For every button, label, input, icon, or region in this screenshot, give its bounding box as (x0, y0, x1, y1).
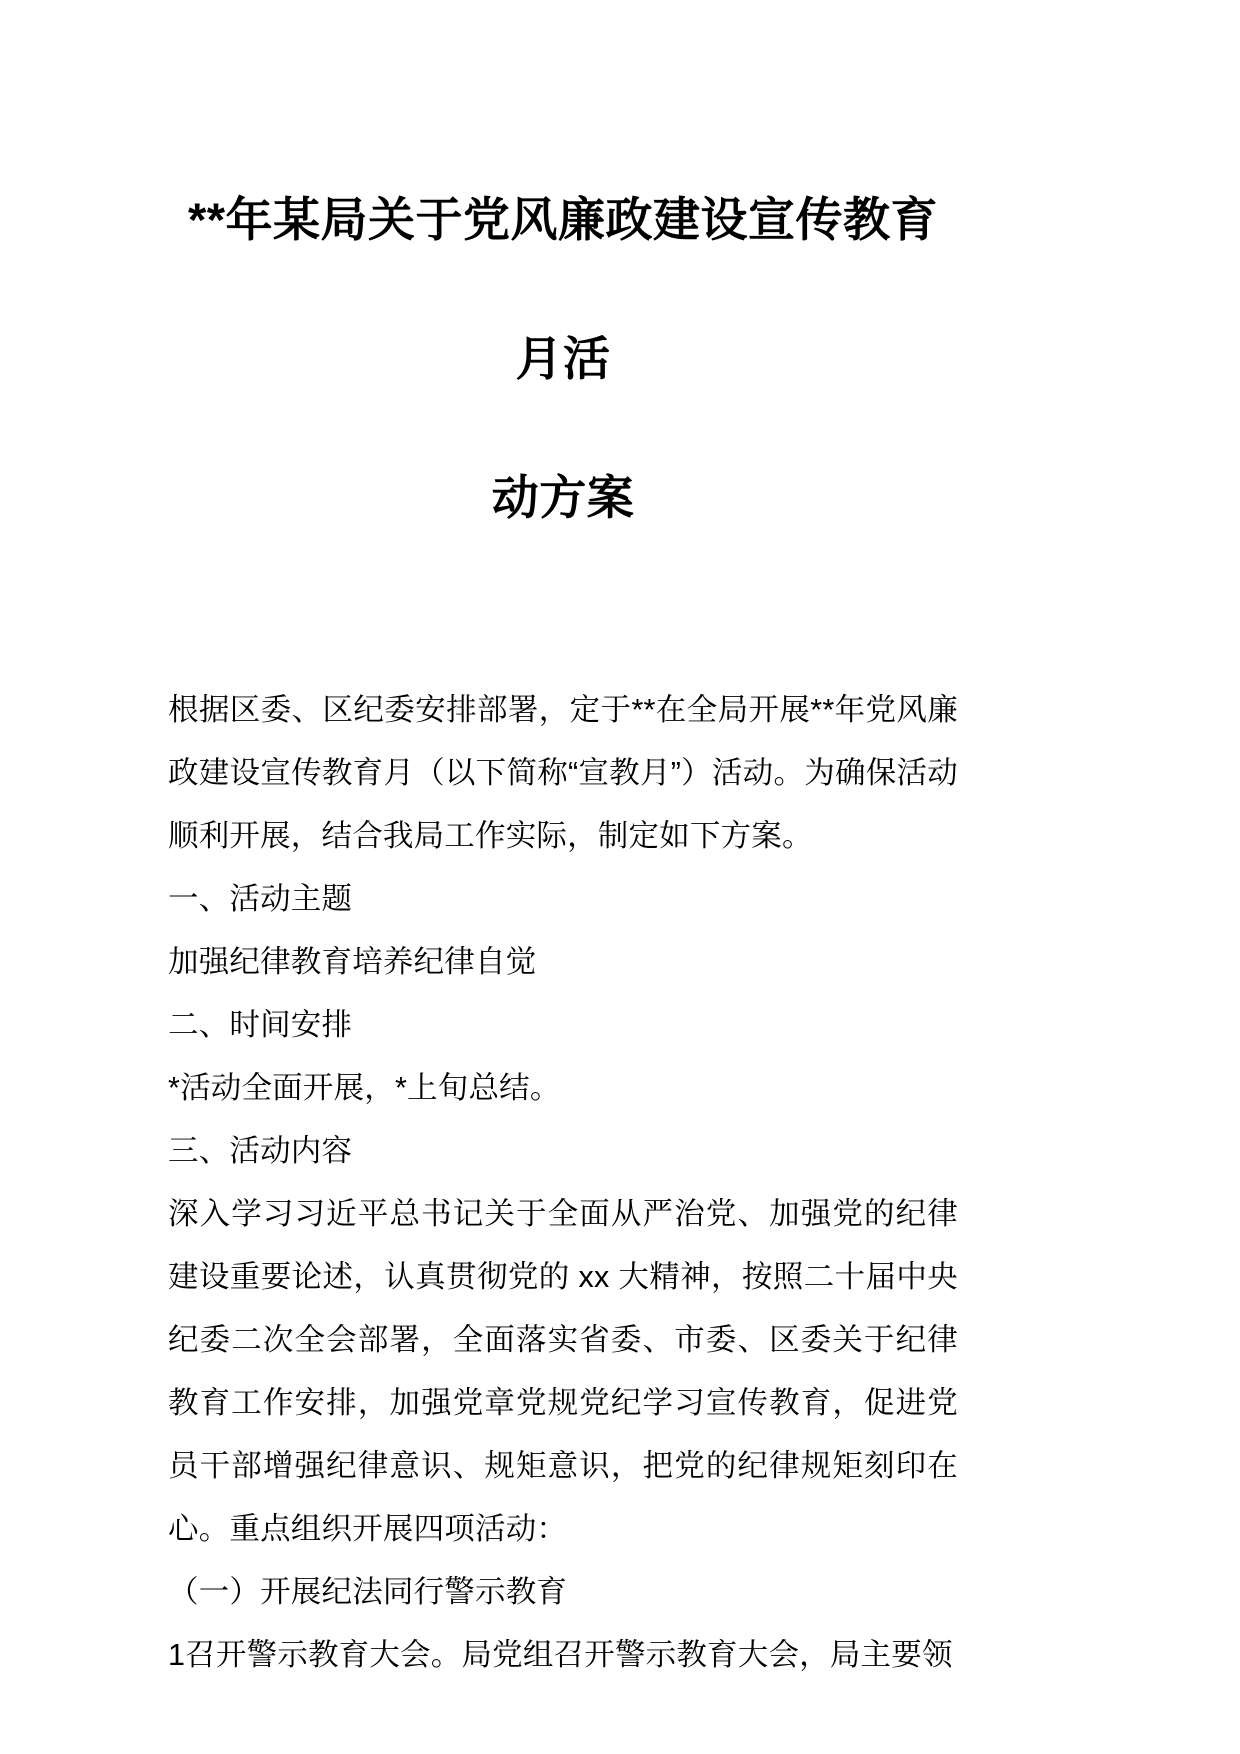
document-content (168, 0, 958, 1687)
document-body (168, 567, 958, 1687)
paragraph-activity-theme: 加强纪律教育培养纪律自觉 (168, 945, 537, 979)
paragraph-item-1: 1召开警示教育大会。局党组召开警示教育大会，局主要领 (168, 1638, 953, 1672)
page-title-line-1: **年某局关于党风廉政建设宣传教育月活 (187, 193, 939, 385)
paragraph-intro: 根据区委、区纪委安排部署，定于**在全局开展**年党风廉政建设宣传教育月（以下简称“宣教月”）活动。为确保活动顺利开展，结合我局工作实际，制定如下方案。 (168, 693, 958, 853)
subsection-heading-warning-education: （一）开展纪法同行警示教育 (168, 1575, 568, 1609)
section-heading-activity-content: 三、活动内容 (168, 1134, 353, 1168)
section-heading-activity-theme: 一、活动主题 (168, 882, 353, 916)
section-heading-time-arrangement: 二、时间安排 (168, 1008, 353, 1042)
page-title-line-2: 动方案 (491, 471, 635, 524)
paragraph-activity-content: 深入学习习近平总书记关于全面从严治党、加强党的纪律建设重要论述，认真贯彻党的 xx 大精神，按照二十届中央纪委二次全会部署，全面落实省委、市委、区委关于纪律教育工作安排，加强党章党规党纪学习宣传教育，促进党员干部增强纪律意识、规矩意识，把党的纪律规矩刻印在心。重点组织开展四项活动： (168, 1197, 958, 1546)
document-title-block (168, 0, 958, 567)
paragraph-time-arrangement: *活动全面开展，*上旬总结。 (168, 1071, 561, 1105)
